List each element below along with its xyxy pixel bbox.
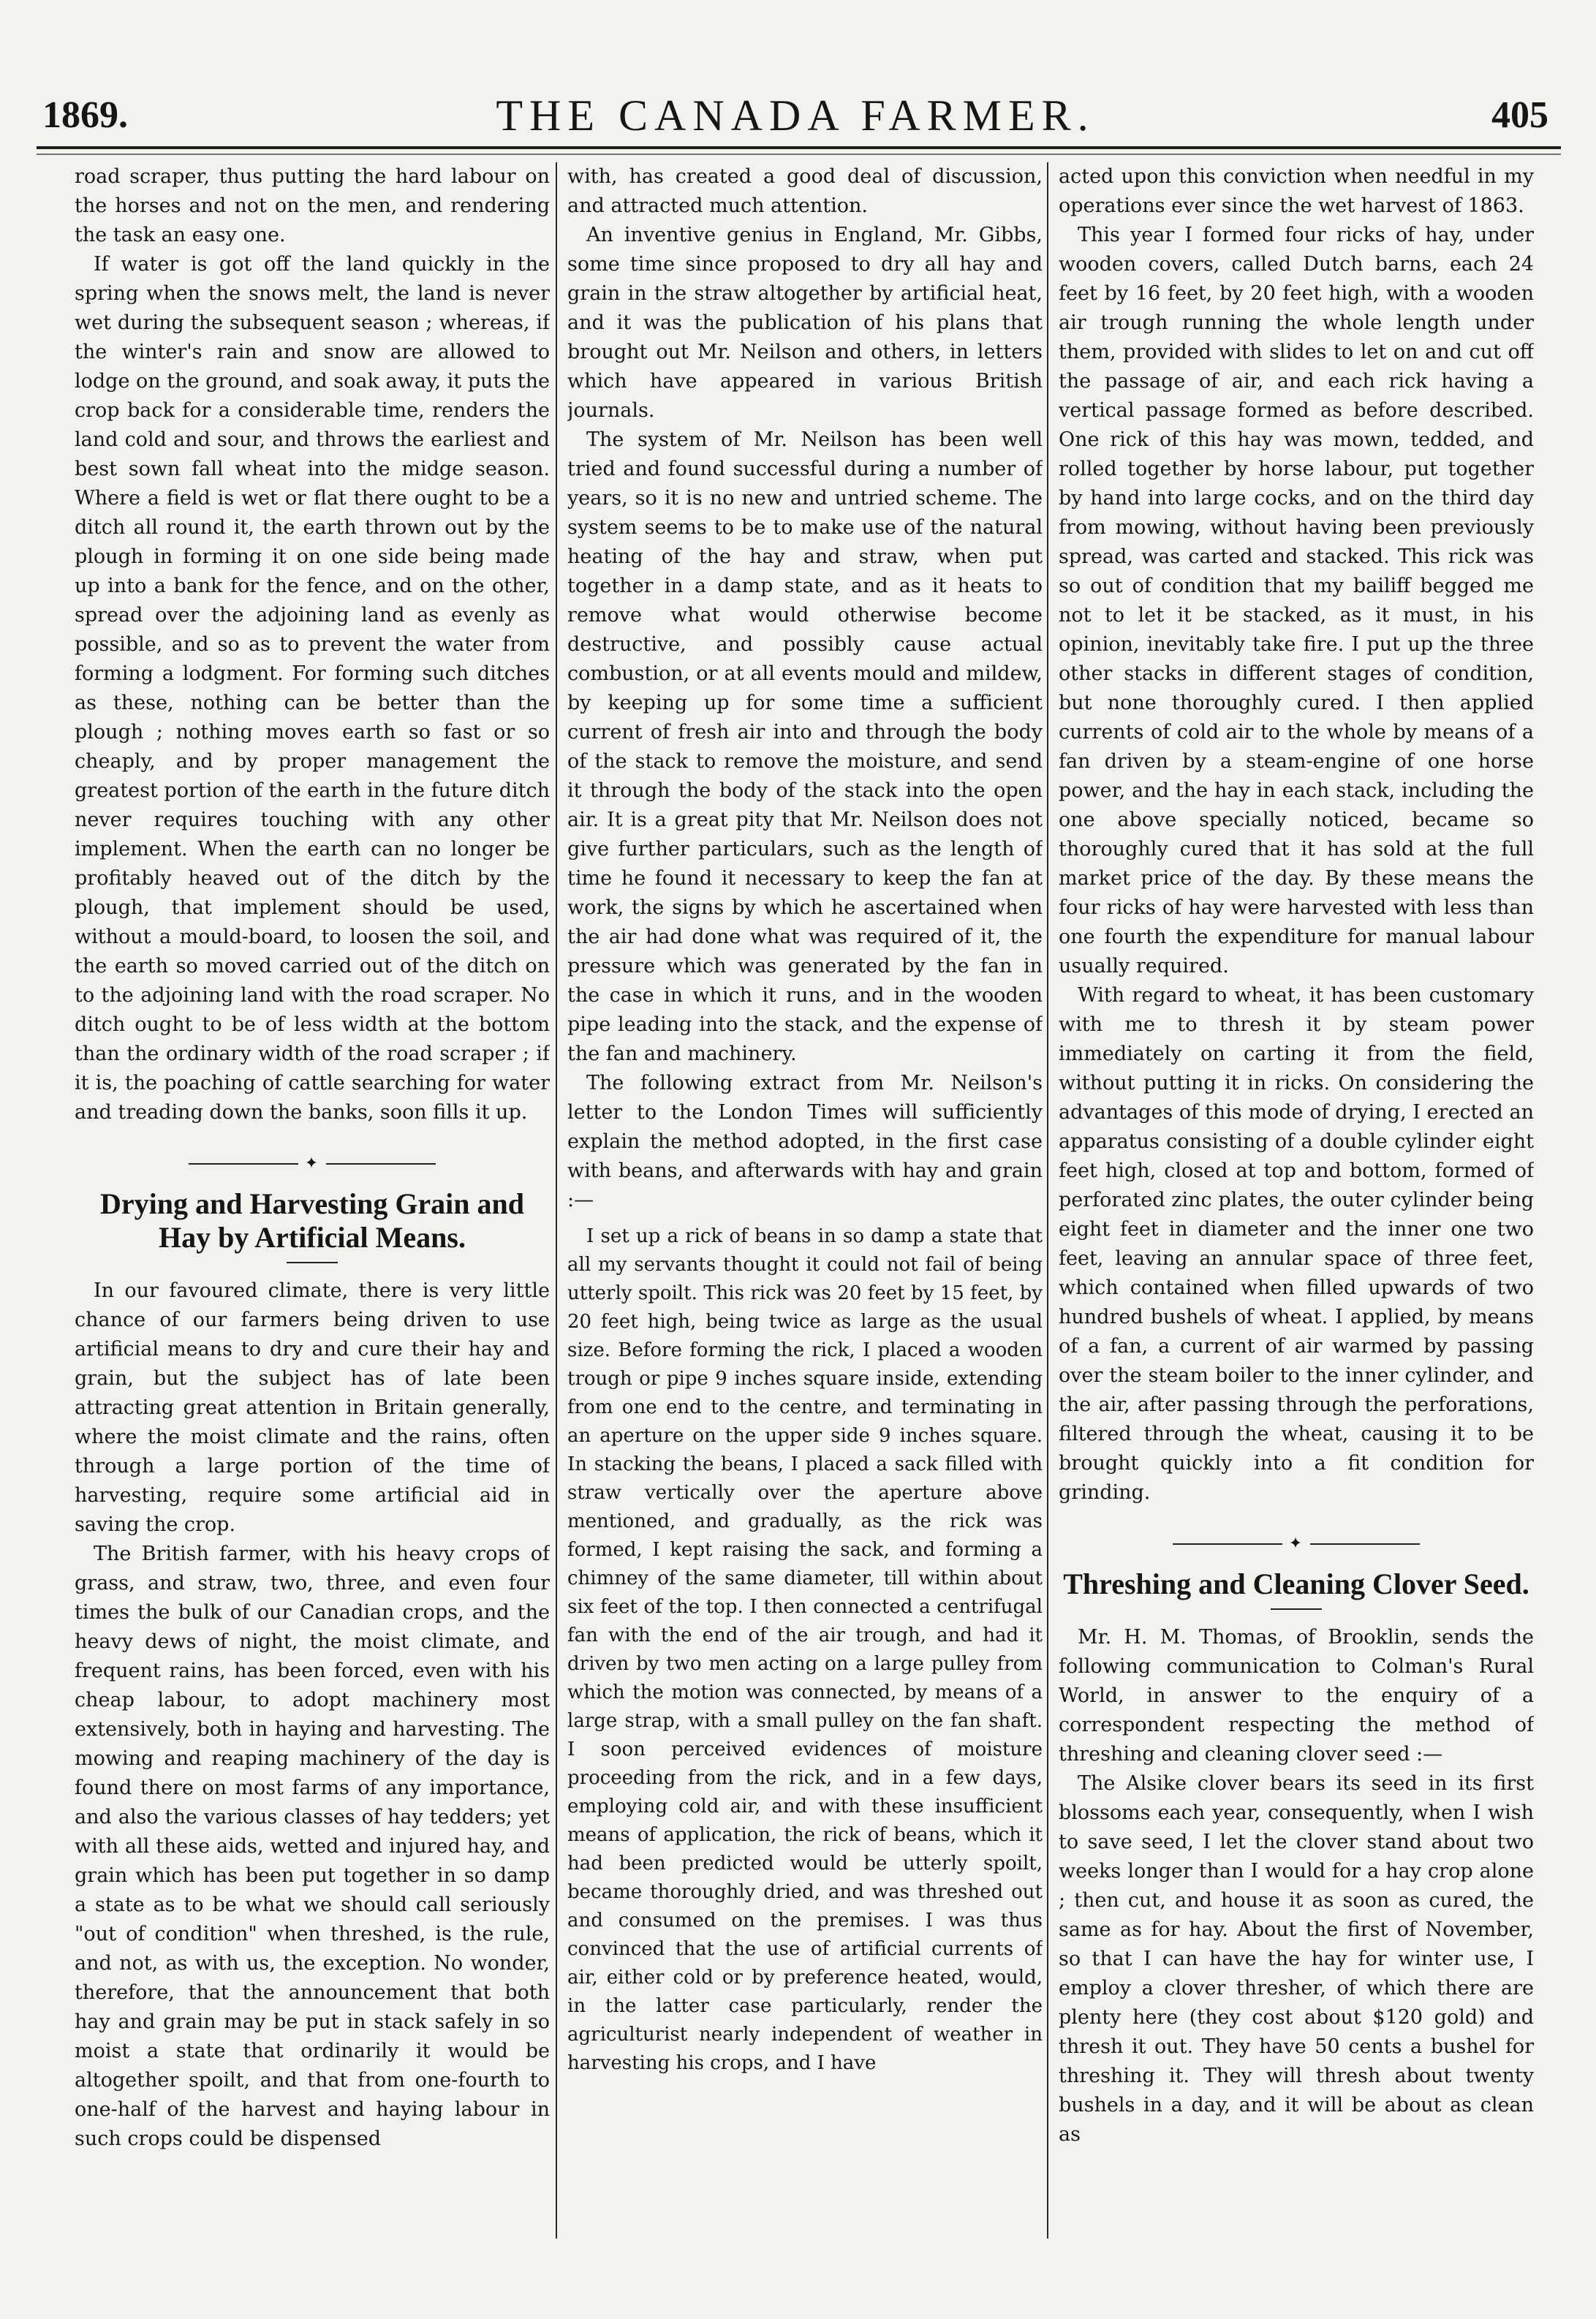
header-rule	[37, 146, 1561, 149]
column-divider	[556, 162, 557, 2239]
article-title-clover: Threshing and Cleaning Clover Seed.	[1063, 1567, 1529, 1600]
column-1	[75, 162, 550, 2261]
title-rule	[287, 1262, 338, 1263]
paragraph: The Alsike clover bears its seed in its first blossoms each year, consequently, when I wish to save seed, I let the clover stand about two weeks longer than I would for a hay crop alone ; then cut, and house it as soon as cured, the same as for hay. About the first of November, so that I can have the hay for winter use, I employ a clover thresher, of which there are plenty here (they cost about $120 gold) and thresh it out. They have 50 cents a bushel for threshing it. They will thresh about twenty bushels in a day, and it will be about as clean as	[1059, 1772, 1534, 2146]
paragraph: The system of Mr. Neilson has been well tried and found successful during a number of years, so it is no new and untried scheme. The system seems to be to make use of the natural heating of the hay and straw, when put together in a damp state, and as it heats to remove what would otherwise become destructive, and possibly cause actual combustion, or at all events mould and mildew, by keeping up for some time a sufficient current of fresh air into and through the body of the stack to remove the moisture, and send it through the body of the stack into the open air. It is a great pity that Mr. Neilson does not give further particulars, such as the length of time he found it necessary to keep the fan at work, the signs by which he ascertained when the air had done what was required of it, the pressure which was generated by the fan in the case in which it runs, and in the wooden pipe leading into the stack, and the expense of the fan and machinery.	[567, 428, 1043, 1065]
paragraph: With regard to wheat, it has been customary with me to thresh it by steam power immediately on carting it from the field, without putting it in ricks. On considering the advantages of this mode of drying, I erected an apparatus consisting of a double cylinder eight feet high, closed at top and bottom, formed of perforated zinc plates, the outer cylinder being eight feet in diameter and the inner one two feet, leaving an annular space of three feet, which contained when filled upwards of two hundred bushels of wheat. I applied, by means of a fan, a current of air warmed by passing over the steam boiler to the inner cylinder, and the air, after passing through the perforations, filtered through the wheat, causing it to be brought quickly into a fit condition for grinding.	[1059, 984, 1534, 1504]
paragraph: with, has created a good deal of discussion, and attracted much attention.	[567, 165, 1043, 217]
paragraph: An inventive genius in England, Mr. Gibbs, some time since proposed to dry all hay and grain in the straw altogether by artificial heat, and it was the publication of his plans that brought out Mr. Neilson and others, in letters which have appeared in various British journals.	[567, 224, 1043, 422]
paragraph: Mr. H. M. Thomas, of Brooklin, sends the following communication to Colman's Rural World, in answer to the enquiry of a correspondent respecting the method of threshing and cleaning clover seed :—	[1059, 1626, 1534, 1766]
section-ornament: ✦	[1059, 1529, 1534, 1559]
paragraph: This year I formed four ricks of hay, under wooden covers, called Dutch barns, each 24 feet by 16 feet, by 20 feet high, with a wooden air trough running the whole length under them, provided with slides to let on and cut off the passage of air, and each rick having a vertical passage formed as before described. One rick of this hay was mown, tedded, and rolled together by horse labour, put together by hand into large cocks, and on the third day from mowing, without having been previously spread, was carted and stacked. This rick was so out of condition that my bailiff begged me not to let it be stacked, as it must, in his opinion, inevitably take fire. I put up the three other stacks in different stages of condition, but none thoroughly cured. I then applied currents of cold air to the whole by means of a fan driven by a steam-engine of one horse power, and the hay in each stack, including the one above specially noticed, became so thoroughly cured that it has sold at the full market price of the day. By these means the four ricks of hay were harvested with less than one fourth the expenditure for manual labour usually required.	[1059, 224, 1534, 977]
article-title-drying: Drying and Harvesting Grain and Hay by Artificial Means.	[99, 1187, 525, 1254]
column-divider	[1047, 162, 1048, 2239]
paragraph: The British farmer, with his heavy crops of grass, and straw, two, three, and even four times the bulk of our Canadian crops, and the heavy dews of night, the moist climate, and frequent rains, has been forced, even with his cheap labour, to adopt machinery most extensively, both in haying and harvesting. The mowing and reaping machinery of the day is found there on most farms of any importance, and also the various classes of hay tedders; yet with all these aids, wetted and injured hay, and grain which has been put together in so damp a state as to be what we should call seriously "out of condition" when threshed, is the rule, and not, as with us, the exception. No wonder, therefore, that the announcement that both hay and grain may be put in stack safely in so moist a state that ordinarily it would be altogether spoilt, and that from one-fourth to one-half of the harvest and haying labour in such crops could be dispensed	[75, 1543, 550, 2150]
section-ornament: ✦	[75, 1149, 550, 1179]
page-number: 405	[1491, 94, 1548, 136]
header-year: 1869.	[42, 94, 128, 136]
title-rule	[1271, 1608, 1322, 1610]
paragraph: The following extract from Mr. Neilson's letter to the London Times will sufficiently explain the method adopted, in the first case with beans, and afterwards with hay and grain :—	[567, 1072, 1043, 1211]
page-header	[42, 86, 1548, 145]
quoted-letter: I set up a rick of beans in so damp a state that all my servants thought it could not fail of being utterly spoilt. This rick was 20 feet by 15 feet, by 20 feet high, being twice as large as the usual size. Before forming the rick, I placed a wooden trough or pipe 9 inches square inside, extending from one end to the centre, and terminating in an aperture on the upper side 9 inches square. In stacking the beans, I placed a sack filled with straw vertically over the aperture above mentioned, and gradually, as the rick was formed, I kept raising the sack, and forming a chimney of the same diameter, till within about six feet of the top. I then connected a centrifugal fan with the end of the air trough, and had it driven by two men acting on a large pulley from which the motion was connected, by means of a large strap, with a small pulley on the fan shaft. I soon perceived evidences of moisture proceeding from the rick, and in a few days, employing cold air, and with these insufficient means of application, the rick of beans, which it had been predicted would be utterly spoilt, became thoroughly dried, and was threshed out and consumed on the premises. I was thus convinced that the use of artificial currents of air, either cold or by preference heated, would, in the latter case particularly, render the agriculturist nearly independent of weather in harvesting his crops, and I have	[567, 1225, 1043, 2074]
header-rule-thin	[37, 154, 1561, 155]
paragraph: road scraper, thus putting the hard labour on the horses and not on the men, and rendering the task an easy one.	[75, 165, 550, 246]
paragraph: acted upon this conviction when needful in my operations ever since the wet harvest of 1863.	[1059, 165, 1534, 217]
column-3	[1059, 162, 1534, 2261]
masthead-title: THE CANADA FARMER.	[496, 91, 1095, 140]
paragraph: If water is got off the land quickly in the spring when the snows melt, the land is never wet during the subsequent season ; whereas, if the winter's rain and snow are allowed to lodge on the ground, and soak away, it puts the crop back for a considerable time, renders the land cold and sour, and throws the earliest and best sown fall wheat into the midge season. Where a field is wet or flat there ought to be a ditch all round it, the earth thrown out by the plough in forming it on one side being made up into a bank for the fence, and on the other, spread over the adjoining land as evenly as possible, and so as to prevent the water from forming a lodgment. For forming such ditches as these, nothing can be better than the plough ; nothing moves earth so fast or so cheaply, and by proper management the greatest portion of the earth in the future ditch never requires touching with any other implement. When the earth can no longer be profitably heaved out of the ditch by the plough, that implement should be used, without a mould-board, to loosen the soil, and the earth so moved carried out of the ditch on to the adjoining land with the road scraper. No ditch ought to be of less width at the bottom than the ordinary width of the road scraper ; if it is, the poaching of cattle searching for water and treading down the banks, soon fills it up.	[75, 253, 550, 1124]
paragraph: In our favoured climate, there is very little chance of our farmers being driven to use artificial means to dry and cure their hay and grain, but the subject has of late been attracting great attention in Britain generally, where the moist climate and the rains, often through a large portion of the time of harvesting, require some artificial aid in saving the crop.	[75, 1279, 550, 1536]
column-2	[567, 162, 1043, 2261]
